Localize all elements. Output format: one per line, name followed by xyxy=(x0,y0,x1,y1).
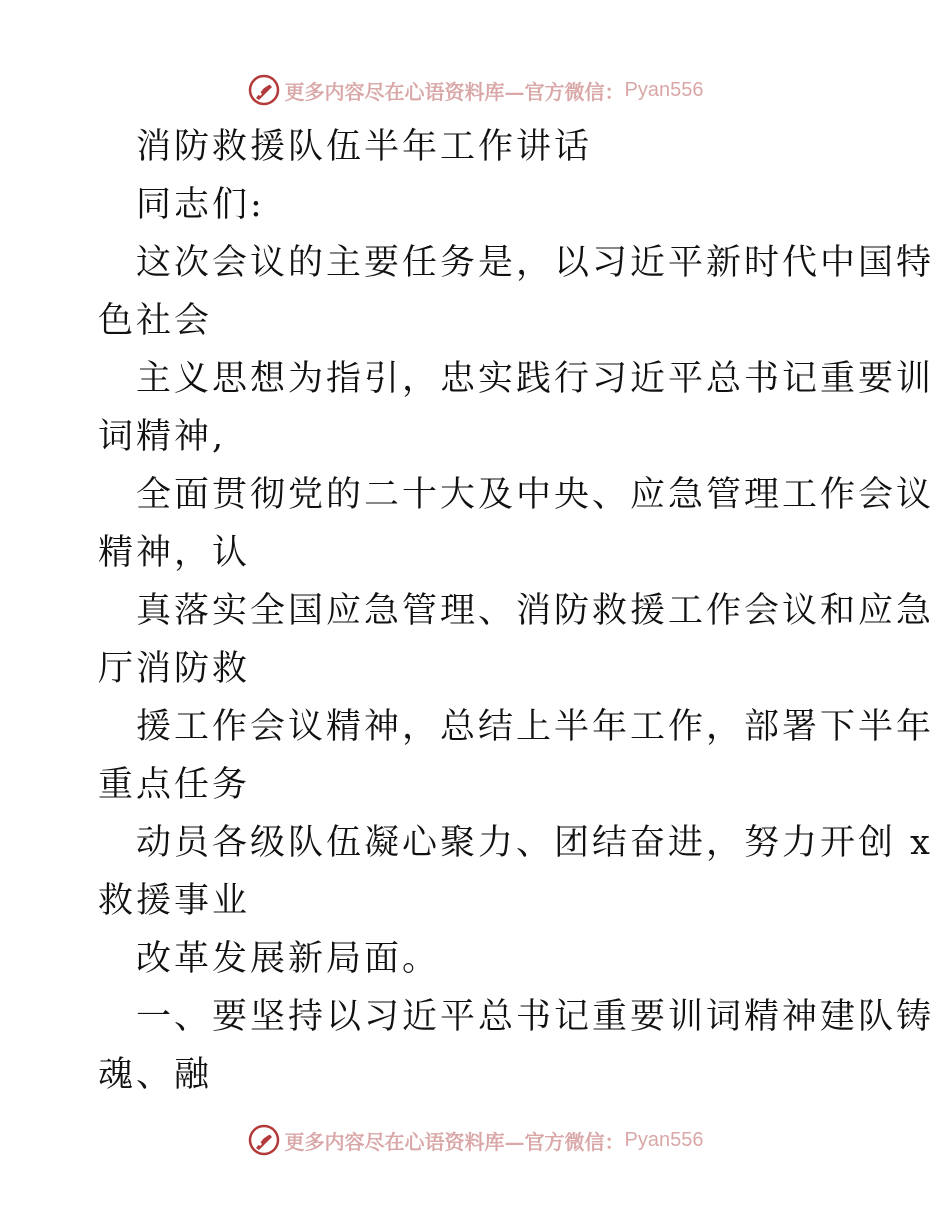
text-line: 援工作会议精神，总结上半年工作，部署下半年 xyxy=(136,707,935,747)
text-line: 动员各级队伍凝心聚力、团结奋进，努力开创 x xyxy=(136,823,933,863)
text-line: 色社会 xyxy=(98,301,213,341)
document-body xyxy=(98,118,935,1104)
text-line: 这次会议的主要任务是，以习近平新时代中国特 xyxy=(136,243,935,283)
watermark-banner-top xyxy=(0,70,950,110)
text-line: 真落实全国应急管理、消防救援工作会议和应急 xyxy=(136,591,935,631)
text-line: 魂、融 xyxy=(98,1055,213,1095)
text-line: 词精神, xyxy=(98,417,227,457)
section-heading: 一、要坚持以习近平总书记重要训词精神建队铸 xyxy=(136,997,935,1037)
text-line: 主义思想为指引，忠实践行习近平总书记重要训 xyxy=(136,359,935,399)
text-line: 全面贯彻党的二十大及中央、应急管理工作会议 xyxy=(136,475,935,515)
watermark-wechat-id: Pyan556 xyxy=(624,1128,704,1151)
pen-nib-logo-icon xyxy=(247,73,281,107)
pen-nib-logo-icon xyxy=(247,1123,281,1157)
watermark-banner-bottom xyxy=(0,1120,950,1160)
text-line: 重点任务 xyxy=(98,765,251,805)
text-line: 救援事业 xyxy=(98,881,251,921)
watermark-text: 更多内容尽在心语资料库—官方微信： xyxy=(284,79,625,104)
text-line: 改革发展新局面。 xyxy=(136,939,441,979)
document-title: 消防救援队伍半年工作讲话 xyxy=(136,127,593,167)
document-salutation: 同志们: xyxy=(136,185,265,225)
text-line: 精神，认 xyxy=(98,533,251,573)
watermark-text: 更多内容尽在心语资料库—官方微信： xyxy=(284,1129,625,1154)
text-line: 厅消防救 xyxy=(98,649,251,689)
watermark-wechat-id: Pyan556 xyxy=(624,78,704,101)
